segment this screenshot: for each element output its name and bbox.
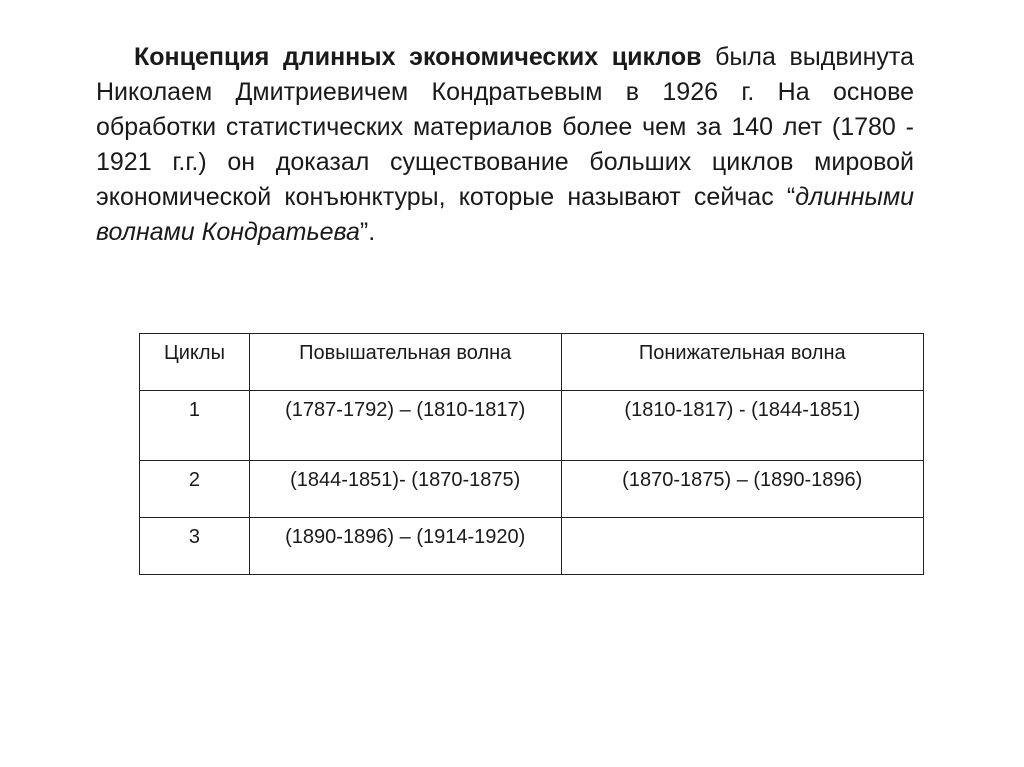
table-row	[140, 461, 924, 518]
table-header-row	[140, 334, 924, 391]
cell-cycle: 2	[140, 461, 250, 518]
cell-downward-wave: (1810-1817) - (1844-1851)	[561, 391, 923, 461]
table-row	[140, 518, 924, 575]
table-row	[140, 391, 924, 461]
cell-cycle: 3	[140, 518, 250, 575]
header-upward-wave: Повышательная волна	[249, 334, 561, 391]
kondratiev-cycles-table	[139, 333, 924, 575]
cell-upward-wave: (1844-1851)- (1870-1875)	[249, 461, 561, 518]
intro-bold-lead: Концепция длинных экономических циклов	[134, 43, 702, 71]
intro-italic-term: длинными волнами Кондратьева	[96, 183, 914, 246]
header-downward-wave: Понижательная волна	[561, 334, 923, 391]
cell-cycle: 1	[140, 391, 250, 461]
intro-text-end: ”.	[359, 218, 376, 246]
cell-downward-wave	[561, 518, 923, 575]
intro-paragraph	[96, 40, 914, 250]
intro-text: была выдвинута Николаем Дмитриевичем Кондратьевым в 1926 г. На основе обработки статистических материалов более чем за 140 лет (1780 - 1921 г.г.) он доказал существование больших циклов мировой экономической конъюнктуры, которые называют сейчас “	[96, 43, 914, 211]
header-cycles: Циклы	[140, 334, 250, 391]
cell-upward-wave: (1787-1792) – (1810-1817)	[249, 391, 561, 461]
cell-upward-wave: (1890-1896) – (1914-1920)	[249, 518, 561, 575]
cell-downward-wave: (1870-1875) – (1890-1896)	[561, 461, 923, 518]
